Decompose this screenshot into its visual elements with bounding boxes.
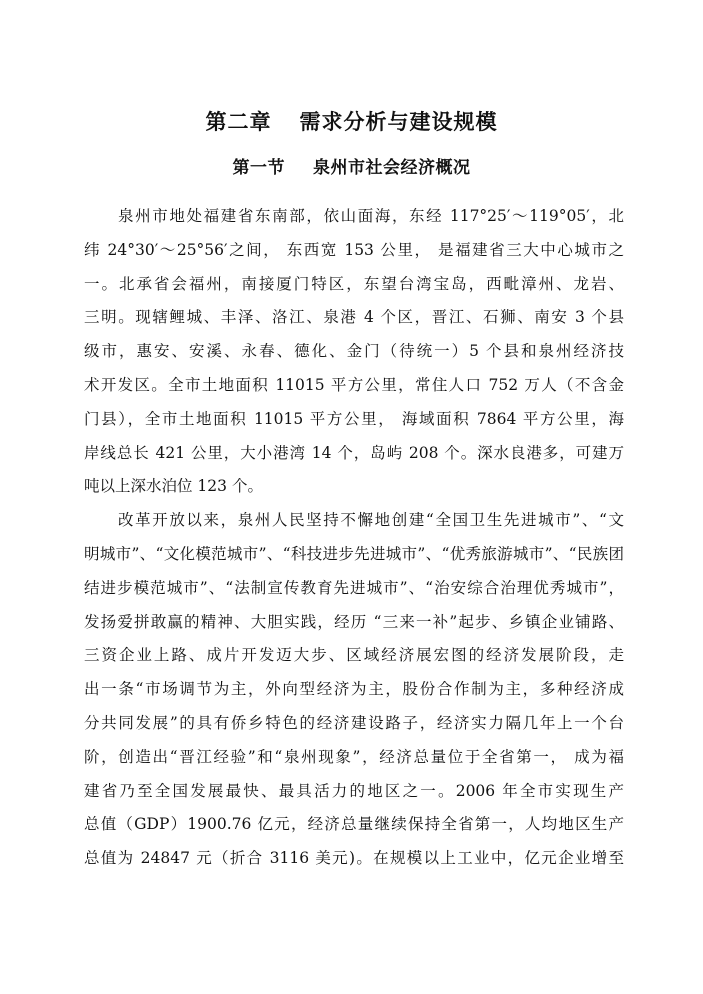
paragraph-1: [84, 200, 624, 504]
text-line: 三明。现辖鲤城、丰泽、洛江、泉港 4 个区，晋江、石狮、南安 3 个县: [84, 308, 624, 327]
chapter-title: [0, 106, 703, 136]
text-line: 纬 24°30′～25°56′之间， 东西宽 153 公里， 是福建省三大中心城市之: [84, 240, 624, 259]
text-line: 术开发区。全市土地面积 11015 平方公里，常住人口 752 万人（不含金: [84, 375, 624, 394]
text-line: 一。北承省会福州，南接厦门特区，东望台湾宝岛，西毗漳州、龙岩、: [84, 274, 624, 293]
chapter-label: 第二章: [205, 110, 272, 134]
section-title: [0, 153, 703, 178]
text-line: 总值为 24847 元（折合 3116 美元)。在规模以上工业中，亿元企业增至: [84, 849, 624, 868]
section-title-text: 泉州市社会经济概况: [313, 158, 471, 178]
text-line: 改革开放以来，泉州人民坚持不懈地创建“全国卫生先进城市”、“文: [118, 511, 624, 530]
text-line: 级市，惠安、安溪、永春、德化、金门（待统一）5 个县和泉州经济技: [84, 342, 624, 361]
text-line: 岸线总长 421 公里，大小港湾 14 个，岛屿 208 个。深水良港多，可建万: [84, 443, 624, 462]
text-line: 总值（GDP）1900.76 亿元，经济总量继续保持全省第一，人均地区生产: [84, 815, 624, 834]
paragraph-2: [84, 504, 624, 876]
text-line: 明城市”、“文化模范城市”、“科技进步先进城市”、“优秀旅游城市”、“民族团: [84, 544, 624, 563]
text-line: 结进步模范城市”、“法制宣传教育先进城市”、“治安综合治理优秀城市”，: [84, 578, 624, 597]
text-line: 发扬爱拼敢赢的精神、大胆实践，经历 “三来一补”起步、乡镇企业铺路、: [84, 612, 624, 631]
text-line: 泉州市地处福建省东南部，依山面海，东经 117°25′～119°05′，北: [118, 207, 624, 225]
text-line: 阶，创造出“晋江经验”和“泉州现象”，经济总量位于全省第一， 成为福: [84, 747, 624, 766]
text-line: 分共同发展”的具有侨乡特色的经济建设路子，经济实力隔几年上一个台: [84, 713, 624, 732]
text-line: 出一条“市场调节为主，外向型经济为主，股份合作制为主，多种经济成: [84, 680, 624, 699]
text-line: 建省乃至全国发展最快、最具活力的地区之一。2006 年全市实现生产: [84, 781, 624, 800]
text-line: 门县），全市土地面积 11015 平方公里， 海域面积 7864 平方公里，海: [84, 409, 624, 428]
section-label: 第一节: [232, 158, 285, 178]
text-line: 吨以上深水泊位 123 个。: [84, 477, 263, 496]
body-text: [84, 200, 624, 876]
chapter-title-text: 需求分析与建设规模: [299, 110, 498, 134]
text-line: 三资企业上路、成片开发迈大步、区域经济展宏图的经济发展阶段，走: [84, 646, 624, 665]
